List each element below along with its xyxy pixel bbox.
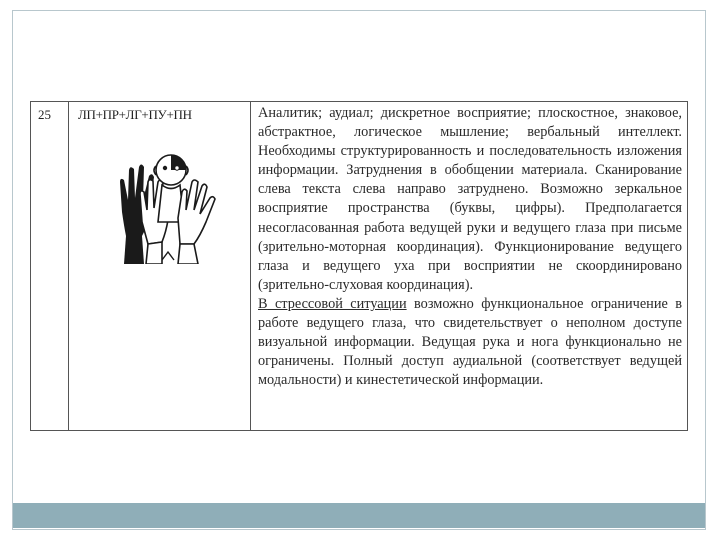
- profile-description: [258, 104, 682, 390]
- description-paragraph-2: [258, 295, 682, 390]
- description-paragraph-1: Аналитик; аудиал; дискретное восприятие; плоскостное, знаковое, абстрактное, логическое мышление; вербальный интеллект. Необходимы структурированность и последовательность изложения информации. Затруднения в обобщении материала. Сканирование слева текста слева направо затруднено. Возможно зеркальное восприятие пространства (буквы, цифры). Предполагается несогласованная работа ведущей руки и ведущего глаза при письме (зрительно-моторная координация). Функционирование ведущего глаза и ведущего уха при восприятии не скоординировано (зрительно-слуховая координация).: [258, 105, 682, 293]
- previous-row-text-fragment: [262, 92, 362, 101]
- stress-situation-text: возможно функциональное ограничение в работе ведущего глаза, что свидетельствует о неполном доступе визуальной информации. Ведущая рука и нога функционально не ограничены. Полный доступ аудиальной (соответствует ведущей модальности) и кинестетической информации.: [258, 295, 682, 389]
- hands-eye-ear-figure-icon: [112, 152, 220, 264]
- stress-situation-label: В стрессовой ситуации: [258, 295, 407, 312]
- column-divider: [68, 102, 69, 430]
- column-divider: [250, 102, 251, 430]
- profile-formula: ЛП+ПР+ЛГ+ПУ+ПН: [78, 107, 192, 122]
- row-number: 25: [38, 107, 51, 122]
- slide-footer-bar: [13, 503, 705, 528]
